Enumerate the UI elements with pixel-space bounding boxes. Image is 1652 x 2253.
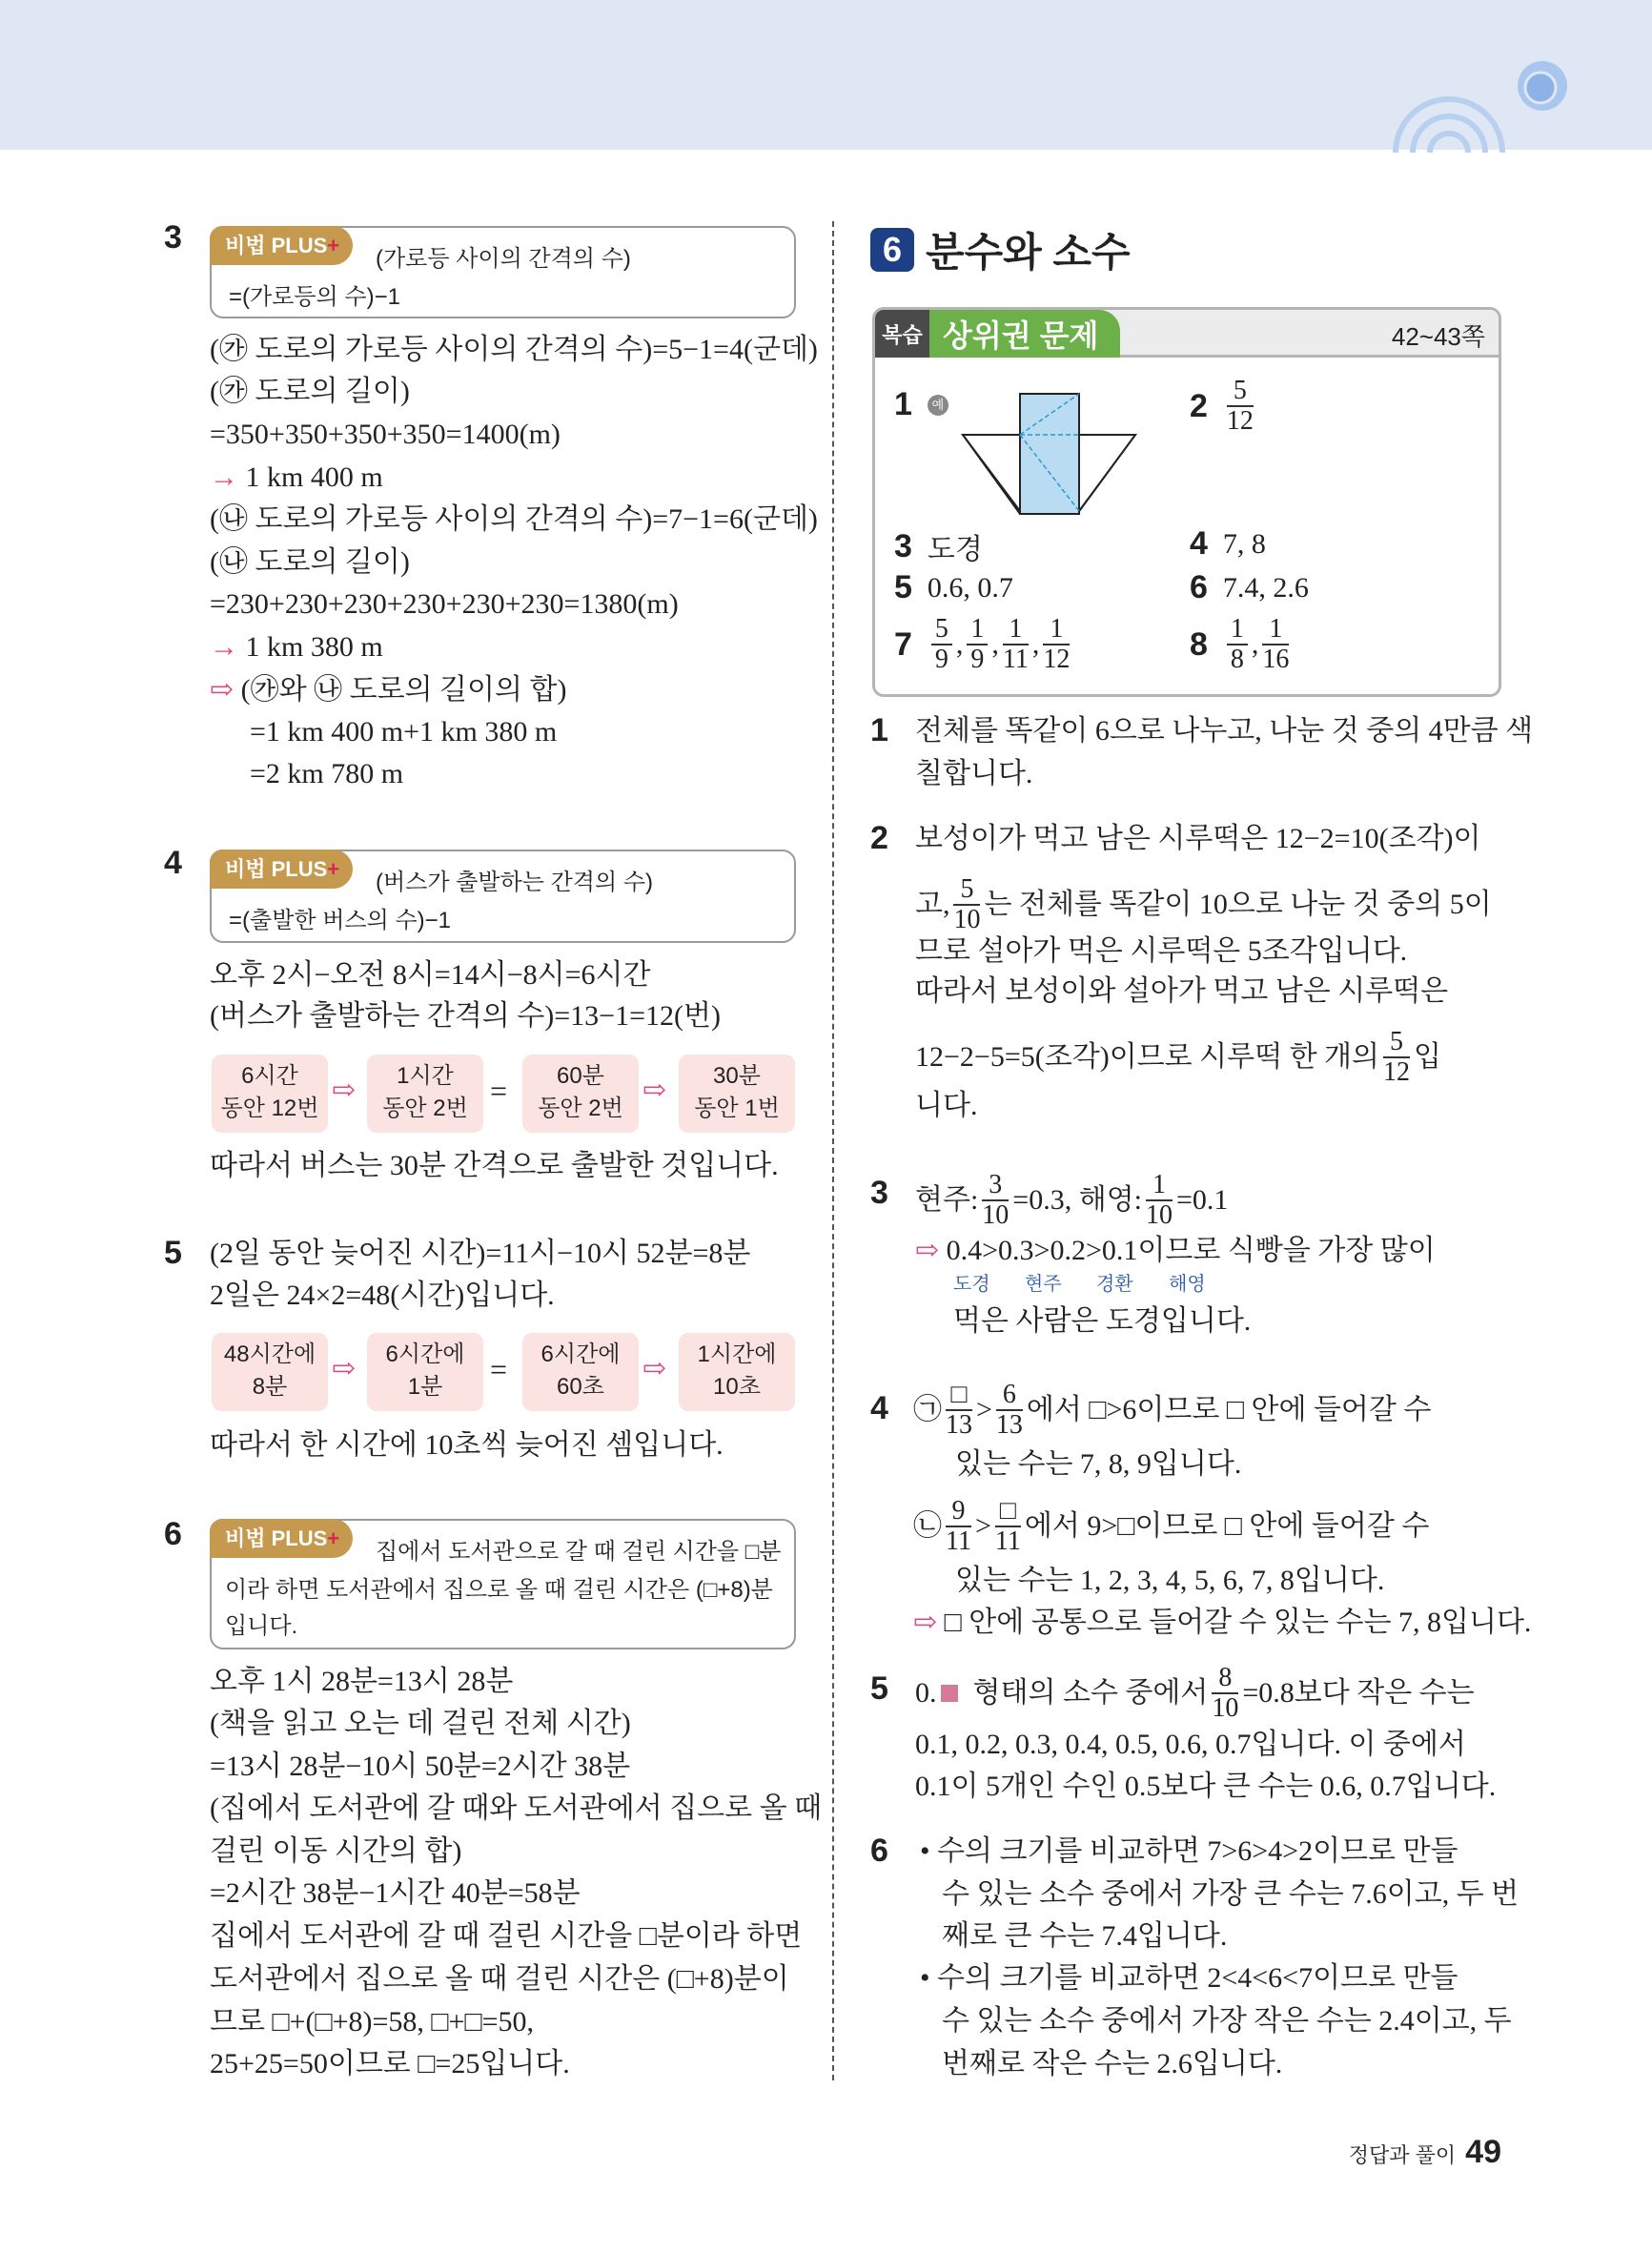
tip-line: (버스가 출발하는 간격의 수)	[376, 870, 654, 895]
solution-line: 칠합니다.	[915, 758, 1033, 789]
answer-item	[894, 525, 983, 567]
solution-line: (집에서 도서관에 갈 때와 도서관에서 집으로 올 때	[210, 1792, 823, 1824]
name-label: 해영	[1169, 1274, 1206, 1295]
line-text: 에서 □>6이므로 □ 안에 들어갈 수	[1026, 1394, 1432, 1425]
denominator: 8	[1230, 645, 1244, 674]
plus-icon: +	[327, 1526, 340, 1550]
line-text: (㉮와 ㉯ 도로의 길이의 합)	[240, 674, 567, 706]
ratio-box	[522, 1333, 639, 1411]
denominator: 9	[970, 645, 985, 674]
answer-number: 7	[894, 625, 912, 663]
answer-number: 6	[1190, 569, 1208, 605]
plus-icon: +	[327, 857, 340, 881]
box-line: 8분	[252, 1374, 288, 1400]
numerator: 1	[1227, 615, 1248, 645]
badge-label: 비법 PLUS	[225, 857, 328, 881]
name-label: 도경	[953, 1274, 990, 1295]
numerator: 1	[1262, 615, 1289, 645]
solution-line: =230+230+230+230+230+230=1380(m)	[210, 588, 679, 620]
answer-value: 0.6, 0.7	[927, 571, 1013, 604]
implies-arrow-icon: ⇨	[332, 1353, 357, 1384]
footer-label: 정답과 풀이	[1348, 2143, 1457, 2167]
solution-line: 보성이가 먹고 남은 시루떡은 12−2=10(조각)이	[915, 823, 1481, 854]
solution-line: 있는 수는 7, 8, 9입니다.	[955, 1448, 1242, 1480]
ratio-box	[367, 1333, 483, 1411]
answer-item	[894, 386, 948, 423]
numerator: 1	[1146, 1171, 1173, 1201]
fraction	[967, 615, 988, 674]
answer-number: 8	[1190, 625, 1208, 663]
tip-box	[210, 226, 796, 318]
denominator: 9	[934, 645, 948, 674]
implies-arrow-icon: ⇨	[332, 1075, 357, 1106]
line-text: 는 전체를 똑같이 10으로 나눈 것 중의 5이	[984, 889, 1492, 920]
solution-line	[210, 671, 566, 709]
fraction	[931, 615, 952, 674]
circled-label: ㉠	[913, 1394, 942, 1425]
plus-icon: +	[327, 234, 340, 257]
comma: ,	[955, 628, 964, 660]
answer-number: 3	[894, 527, 912, 564]
numerator: 5	[953, 875, 980, 906]
line-text: 0.4>0.3>0.2>0.1이므로 식빵을 가장 많이	[946, 1235, 1436, 1266]
line-text: 현주:	[915, 1184, 979, 1216]
folded-shape-figure	[961, 391, 1142, 515]
implies-arrow-icon: ⇨	[915, 1235, 940, 1266]
ratio-box	[367, 1055, 483, 1133]
tip-line: =(가로등의 수)−1	[229, 284, 400, 310]
numerator: □	[995, 1497, 1021, 1527]
solution-line	[913, 1604, 1531, 1642]
numerator: 6	[996, 1381, 1023, 1411]
answer-item	[1190, 615, 1293, 674]
fraction	[1383, 1028, 1410, 1087]
fraction	[946, 1497, 971, 1556]
solution-line: • 수의 크기를 비교하면 2<4<6<7이므로 만들	[920, 1962, 1458, 1994]
tip-line: 입니다.	[225, 1613, 298, 1639]
solution-line: 수 있는 소수 중에서 가장 큰 수는 7.6이고, 두 번	[942, 1878, 1519, 1910]
answer-item	[1190, 377, 1257, 436]
comma: ,	[1251, 628, 1259, 660]
ratio-box	[522, 1055, 639, 1133]
box-line: 1시간에	[697, 1342, 777, 1367]
review-header	[875, 310, 1499, 358]
answer-number: 5	[894, 569, 912, 605]
chapter-number-badge: 6	[870, 228, 914, 272]
denominator: 11	[946, 1526, 971, 1556]
implies-arrow-icon: ⇨	[913, 1607, 938, 1638]
implies-arrow-icon: ⇨	[210, 674, 235, 706]
denominator: 13	[995, 1410, 1023, 1440]
solution-line: (2일 동안 늦어진 시간)=11시−10시 52분=8분	[210, 1238, 751, 1269]
answer-item	[894, 615, 1073, 674]
line-text: 1 km 380 m	[245, 631, 383, 663]
solution-line: 번째로 작은 수는 2.6입니다.	[942, 2048, 1283, 2079]
answer-item	[1190, 525, 1266, 563]
denominator: 13	[946, 1410, 972, 1440]
problem-number: 3	[164, 219, 182, 256]
line-text: =0.1	[1176, 1184, 1229, 1216]
blank-square-icon	[941, 1685, 958, 1702]
box-line: 동안 12번	[220, 1096, 319, 1121]
solution-line: 25+25=50이므로 □=25입니다.	[210, 2048, 570, 2079]
line-text: 에서 9>□이므로 □ 안에 들어갈 수	[1024, 1510, 1430, 1542]
implies-arrow-icon: ⇨	[642, 1075, 667, 1106]
denominator: 16	[1262, 645, 1290, 674]
solution-line	[915, 875, 1492, 934]
solution-line: (㉮ 도로의 길이)	[210, 376, 410, 407]
box-line: 30분	[713, 1063, 761, 1089]
solution-line: 0.1이 5개인 수인 0.5보다 큰 수는 0.6, 0.7입니다.	[915, 1771, 1497, 1802]
equals-sign: =	[490, 1074, 508, 1108]
ratio-box	[679, 1333, 795, 1411]
solution-line: 집에서 도서관에 갈 때 걸린 시간을 □분이라 하면	[210, 1920, 803, 1952]
answer-value: 7, 8	[1222, 527, 1266, 560]
ratio-box	[679, 1055, 795, 1133]
answer-number: 4	[1190, 525, 1208, 562]
line-text: 고,	[915, 889, 950, 920]
solution-line	[210, 628, 383, 666]
tip-line: 이라 하면 도서관에서 집으로 올 때 걸린 시간은 (□+8)분	[225, 1577, 773, 1603]
solution-line: 2일은 24×2=48(시간)입니다.	[210, 1280, 555, 1311]
line-text: 12−2−5=5(조각)이므로 시루떡 한 개의	[915, 1041, 1380, 1073]
solution-line: • 수의 크기를 비교하면 7>6>4>2이므로 만들	[920, 1835, 1458, 1867]
solution-line	[913, 1497, 1429, 1556]
box-line: 동안 2번	[538, 1096, 623, 1121]
solution-line: =1 km 400 m+1 km 380 m	[250, 716, 558, 748]
tip-badge	[210, 850, 353, 889]
solution-line: (㉮ 도로의 가로등 사이의 간격의 수)=5−1=4(군데)	[210, 334, 818, 365]
chapter-title	[870, 221, 1131, 278]
fraction	[946, 1381, 972, 1440]
numerator: 1	[1043, 615, 1070, 645]
arrow-icon: →	[210, 461, 238, 493]
denominator: 12	[1043, 645, 1071, 674]
line-text: =0.3, 해영:	[1012, 1184, 1143, 1216]
line-text: 입	[1414, 1041, 1442, 1073]
solution-line: 전체를 똑같이 6으로 나누고, 나눈 것 중의 4만큼 색	[915, 715, 1534, 747]
tip-line: (가로등 사이의 간격의 수)	[376, 246, 631, 272]
decorative-circles-icon	[1382, 48, 1573, 153]
solution-line	[915, 1232, 1436, 1270]
solution-line: =13시 28분−10시 50분=2시간 38분	[210, 1751, 631, 1782]
solution-line: 수 있는 소수 중에서 가장 작은 수는 2.4이고, 두	[942, 2005, 1512, 2037]
line-text: 1 km 400 m	[245, 461, 383, 493]
page-footer	[1349, 2134, 1501, 2171]
numerator: 3	[982, 1171, 1009, 1201]
denominator: 12	[1383, 1057, 1411, 1087]
greater-than: >	[974, 1510, 991, 1542]
box-line: 60분	[557, 1063, 604, 1089]
solution-line: 오후 1시 28분=13시 28분	[210, 1666, 514, 1697]
answer-value: 7.4, 2.6	[1222, 571, 1309, 604]
solution-line: (책을 읽고 오는 데 걸린 전체 시간)	[210, 1708, 631, 1739]
fraction	[1212, 1664, 1238, 1723]
denominator: 10	[1212, 1693, 1239, 1723]
box-line: 6시간에	[540, 1342, 621, 1367]
denominator: 11	[1002, 645, 1029, 674]
problem-number: 5	[164, 1235, 182, 1271]
box-line: 6시간에	[385, 1342, 465, 1367]
tip-line: 집에서 도서관으로 갈 때 걸린 시간을 □분	[376, 1539, 782, 1565]
solution-line: (버스가 출발하는 간격의 수)=13−1=12(번)	[210, 1000, 721, 1032]
numerator: 8	[1212, 1664, 1238, 1694]
numerator: □	[946, 1381, 972, 1411]
tip-badge	[210, 226, 353, 265]
problem-number: 6	[164, 1516, 182, 1552]
problem-number: 6	[870, 1833, 888, 1869]
fraction	[1227, 377, 1254, 436]
solution-line	[210, 459, 383, 497]
comma: ,	[1031, 628, 1040, 660]
line-text: 형태의 소수 중에서	[972, 1677, 1209, 1709]
review-tab: 복습	[875, 310, 929, 358]
solution-line: 먹은 사람은 도경입니다.	[953, 1305, 1252, 1337]
solution-line: 0.1, 0.2, 0.3, 0.4, 0.5, 0.6, 0.7입니다. 이 중에서	[915, 1729, 1466, 1760]
page-number: 49	[1465, 2134, 1501, 2170]
numerator: 5	[931, 615, 952, 645]
example-badge-icon: 예	[928, 395, 948, 416]
fraction	[1146, 1171, 1173, 1230]
arrow-icon: →	[210, 631, 238, 663]
solution-line: 따라서 한 시간에 10초씩 늦어진 셈입니다.	[210, 1429, 724, 1461]
box-line: 48시간에	[223, 1342, 316, 1367]
fraction	[1227, 615, 1248, 674]
answer-number: 1	[894, 386, 912, 422]
problem-number: 2	[870, 820, 888, 856]
answer-item	[1190, 569, 1309, 606]
problem-number: 3	[870, 1175, 888, 1211]
line-text: =0.8보다 작은 수는	[1242, 1677, 1475, 1709]
denominator: 11	[994, 1526, 1021, 1556]
solution-line: 므로 □+(□+8)=58, □+□=50,	[210, 2006, 535, 2038]
solution-line: (㉯ 도로의 길이)	[210, 546, 410, 578]
solution-line: (㉯ 도로의 가로등 사이의 간격의 수)=7−1=6(군데)	[210, 503, 818, 535]
problem-number: 5	[870, 1670, 888, 1707]
solution-line	[915, 1028, 1441, 1087]
tip-box	[210, 1519, 796, 1649]
solution-line: 니다.	[915, 1090, 978, 1121]
solution-line	[913, 1381, 1431, 1440]
fraction	[982, 1171, 1009, 1230]
solution-line: 므로 설아가 먹은 시루떡은 5조각입니다.	[915, 935, 1408, 967]
badge-label: 비법 PLUS	[225, 1526, 328, 1550]
denominator: 10	[982, 1200, 1010, 1230]
solution-line: 도서관에서 집으로 올 때 걸린 시간은 (□+8)분이	[210, 1963, 789, 1995]
review-answer-box	[872, 307, 1501, 697]
box-line: 동안 2번	[382, 1096, 468, 1121]
fraction	[995, 1497, 1021, 1556]
answer-number: 2	[1190, 387, 1208, 424]
fraction	[1003, 615, 1029, 674]
tip-line: =(출발한 버스의 수)−1	[229, 908, 451, 933]
name-label: 경환	[1096, 1274, 1133, 1295]
problem-number: 4	[870, 1390, 888, 1426]
solution-line: 오후 2시−오전 8시=14시−8시=6시간	[210, 959, 651, 991]
chapter-title-text: 분수와 소수	[926, 230, 1131, 275]
solution-line: 따라서 보성이와 설아가 먹고 남은 시루떡은	[915, 975, 1449, 1007]
solution-line: 따라서 버스는 30분 간격으로 출발한 것입니다.	[210, 1150, 779, 1181]
page-range: 42~43쪽	[1391, 322, 1485, 351]
circled-label: ㉡	[913, 1510, 942, 1542]
fraction	[996, 1381, 1023, 1440]
equals-sign: =	[490, 1352, 508, 1386]
answer-item	[894, 569, 1013, 606]
denominator: 12	[1226, 406, 1254, 436]
denominator: 10	[953, 905, 981, 934]
answer-value: 도경	[927, 534, 983, 565]
advanced-problems-tab: 상위권 문제	[929, 310, 1120, 358]
badge-label: 비법 PLUS	[225, 234, 328, 257]
solution-line: 있는 수는 1, 2, 3, 4, 5, 6, 7, 8입니다.	[955, 1565, 1385, 1596]
solution-line: =350+350+350+350=1400(m)	[210, 419, 561, 450]
ratio-box	[212, 1055, 328, 1133]
line-text: 0.	[915, 1677, 937, 1709]
problem-number: 1	[870, 712, 888, 748]
fraction	[1262, 615, 1289, 674]
problem-number: 4	[164, 845, 182, 881]
fraction	[1043, 615, 1070, 674]
solution-line	[915, 1664, 1475, 1723]
column-divider	[832, 221, 834, 2080]
box-line: 10초	[713, 1374, 761, 1400]
fraction	[953, 875, 980, 934]
line-text: □ 안에 공통으로 들어갈 수 있는 수는 7, 8입니다.	[944, 1607, 1532, 1638]
tip-box	[210, 850, 796, 943]
solution-line: =2시간 38분−1시간 40분=58분	[210, 1877, 581, 1909]
box-line: 6시간	[241, 1063, 298, 1089]
implies-arrow-icon: ⇨	[642, 1353, 667, 1384]
denominator: 10	[1146, 1200, 1173, 1230]
numerator: 5	[1227, 377, 1254, 407]
tip-badge	[210, 1519, 353, 1558]
box-line: 60초	[557, 1374, 604, 1400]
box-line: 1시간	[397, 1063, 454, 1089]
numerator: 1	[967, 615, 988, 645]
box-line: 동안 1번	[694, 1096, 780, 1121]
solution-line: =2 km 780 m	[250, 758, 404, 789]
comma: ,	[991, 628, 999, 660]
greater-than: >	[976, 1394, 992, 1425]
ratio-box	[212, 1333, 328, 1411]
box-line: 1분	[407, 1374, 443, 1400]
numerator: 5	[1383, 1028, 1410, 1058]
solution-line: 째로 큰 수는 7.4입니다.	[942, 1920, 1228, 1952]
numerator: 9	[946, 1497, 971, 1527]
solution-line: 걸린 이동 시간의 합)	[210, 1835, 462, 1867]
numerator: 1	[1003, 615, 1029, 645]
name-label: 현주	[1025, 1274, 1062, 1295]
solution-line	[915, 1171, 1228, 1230]
